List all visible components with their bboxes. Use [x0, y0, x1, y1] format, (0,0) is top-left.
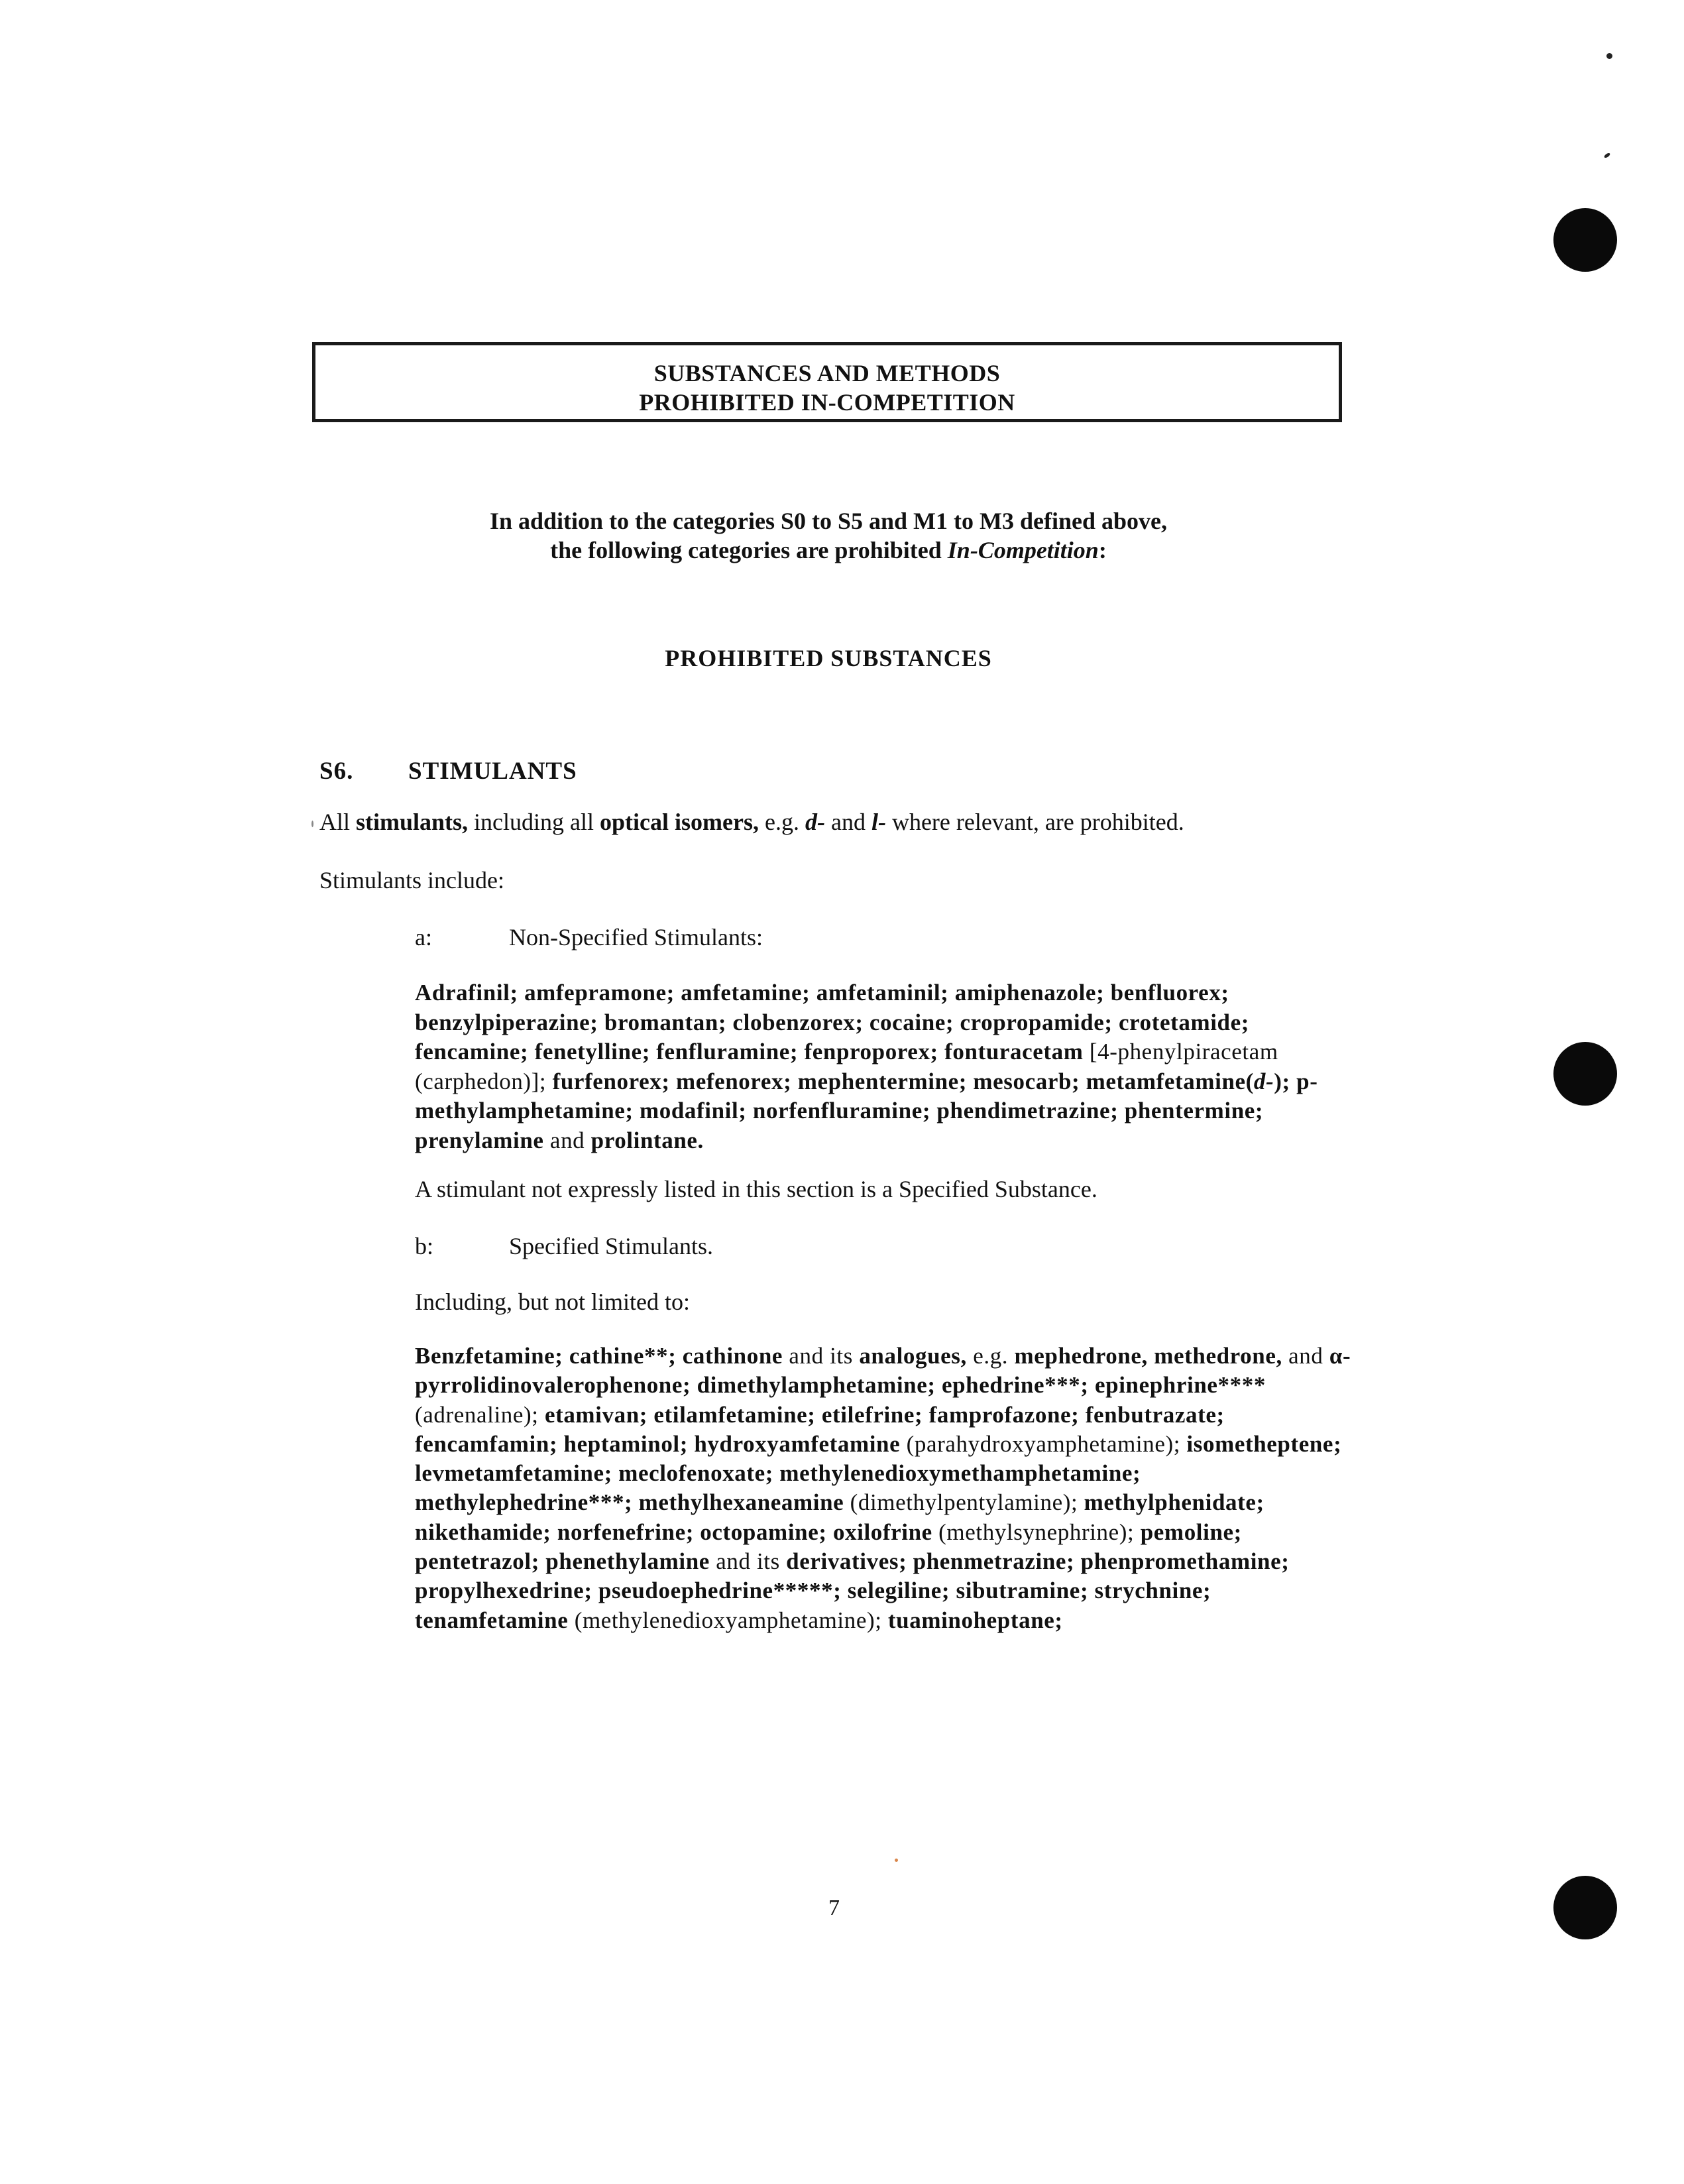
- subsection-b-label: b:: [415, 1233, 434, 1259]
- statement-italic: l-: [871, 809, 886, 835]
- statement-bold: stimulants,: [356, 809, 469, 835]
- list-text-run: and: [1282, 1343, 1329, 1369]
- statement-text: and: [824, 809, 871, 835]
- subsection-b: [415, 1232, 713, 1261]
- list-bold-run: methylphenidate; nikethamide; norfenefrine; octopamine; oxilofrine: [415, 1489, 1264, 1545]
- binder-hole-top: [1553, 208, 1617, 272]
- page-number: 7: [828, 1896, 840, 1920]
- list-part: prolintane.: [590, 1127, 704, 1153]
- scan-speck: [311, 821, 313, 827]
- list-part: [4-phenylpiracetam (carphedon)];: [415, 1039, 1278, 1094]
- intro-line-2: [345, 536, 1312, 565]
- list-text-run: (dimethylpentylamine);: [844, 1489, 1084, 1516]
- list-part: and: [543, 1127, 591, 1153]
- stimulants-include-label: Stimulants include:: [319, 867, 504, 893]
- list-text-run: and its: [783, 1343, 860, 1369]
- list-text-run: (methylenedioxyamphetamine);: [568, 1607, 888, 1633]
- list-text-run: (adrenaline);: [415, 1401, 545, 1428]
- binder-hole-bottom: [1553, 1876, 1617, 1939]
- list-bold-run: etamivan; etilamfetamine; etilefrine; famprofazone; fenbutrazate; fencamfamin; heptaminol; hydroxyamfetamine: [415, 1401, 1225, 1457]
- list-bold-run: mephedrone, methedrone,: [1014, 1343, 1282, 1369]
- header-box: [312, 342, 1342, 422]
- non-specified-stimulants-list: [415, 978, 1363, 1155]
- statement-text: All: [319, 809, 357, 835]
- statement-bold: optical isomers,: [600, 809, 759, 835]
- scan-speck: [1606, 53, 1612, 59]
- section-s6-heading: [319, 757, 577, 785]
- intro-line-2-suffix: :: [1098, 537, 1107, 563]
- header-line-2: PROHIBITED IN-COMPETITION: [639, 389, 1015, 416]
- subsection-a-title: Non-Specified Stimulants:: [509, 924, 763, 950]
- scan-speck: [895, 1859, 898, 1862]
- list-bold-run: α- pyrrolidinovalerophenone; dimethylamphetamine; ephedrine***; epinephrine****: [415, 1343, 1351, 1399]
- statement-text: e.g.: [758, 809, 805, 835]
- list-bold-run: Benzfetamine; cathine**; cathinone: [415, 1343, 783, 1369]
- intro-line-2-prefix: the following categories are prohibited: [550, 537, 948, 563]
- section-number: S6.: [319, 758, 354, 785]
- statement-italic: d-: [805, 809, 825, 835]
- binder-hole-middle: [1553, 1042, 1617, 1106]
- scan-speck: [1603, 152, 1610, 159]
- subsection-b-title: Specified Stimulants.: [509, 1233, 713, 1259]
- list-bold-run: isometheptene; levmetamfetamine; meclofenoxate; methylenedioxymethamphetamine; methylephedrine***; methylhexaneamine: [415, 1430, 1342, 1516]
- list-bold-run: tuaminoheptane;: [887, 1607, 1063, 1633]
- list-part: ); p-methylamphetamine; modafinil; norfenfluramine; phendimetrazine; phentermine; prenylamine: [415, 1068, 1318, 1153]
- list-part-italic: d-: [1253, 1068, 1274, 1094]
- statement-text: including all: [468, 809, 600, 835]
- prohibited-substances-heading: PROHIBITED SUBSTANCES: [665, 645, 992, 671]
- list-text-run: e.g.: [966, 1343, 1015, 1369]
- statement-text: where relevant, are prohibited.: [885, 809, 1184, 835]
- list-text-run: (methylsynephrine);: [932, 1519, 1141, 1545]
- list-bold-run: analogues,: [859, 1343, 967, 1369]
- intro-text: [345, 506, 1312, 565]
- intro-line-1: In addition to the categories S0 to S5 and M1 to M3 defined above,: [489, 508, 1167, 534]
- stimulants-statement: [319, 807, 1380, 836]
- section-title: STIMULANTS: [408, 758, 577, 785]
- list-text-run: and its: [709, 1548, 787, 1575]
- subsection-a: [415, 923, 763, 952]
- header-line-1: SUBSTANCES AND METHODS: [653, 360, 1001, 386]
- list-text-run: (parahydroxyamphetamine);: [900, 1430, 1187, 1457]
- including-label: Including, but not limited to:: [415, 1289, 690, 1315]
- list-bold-run: pemoline; pentetrazol; phenethylamine: [415, 1519, 1242, 1575]
- list-part: Adrafinil; amfepramone; amfetamine; amfetaminil; amiphenazole; benfluorex; benzylpiperazine; bromantan; clobenzorex; cocaine; cropropamide; crotetamide; fencamine; fenetylline; fenfluramine; fenproporex; fonturacetam: [415, 980, 1249, 1064]
- list-part: furfenorex; mefenorex; mephentermine; mesocarb; metamfetamine(: [546, 1068, 1254, 1094]
- intro-in-competition: In-Competition: [947, 537, 1099, 563]
- specified-stimulants-list: [415, 1342, 1363, 1635]
- specified-substance-note: A stimulant not expressly listed in this section is a Specified Substance.: [415, 1176, 1097, 1202]
- subsection-a-label: a:: [415, 924, 432, 950]
- list-bold-run: derivatives; phenmetrazine; phenpromethamine; propylhexedrine; pseudoephedrine*****; selegiline; sibutramine; strychnine; tenamfetamine: [415, 1548, 1290, 1633]
